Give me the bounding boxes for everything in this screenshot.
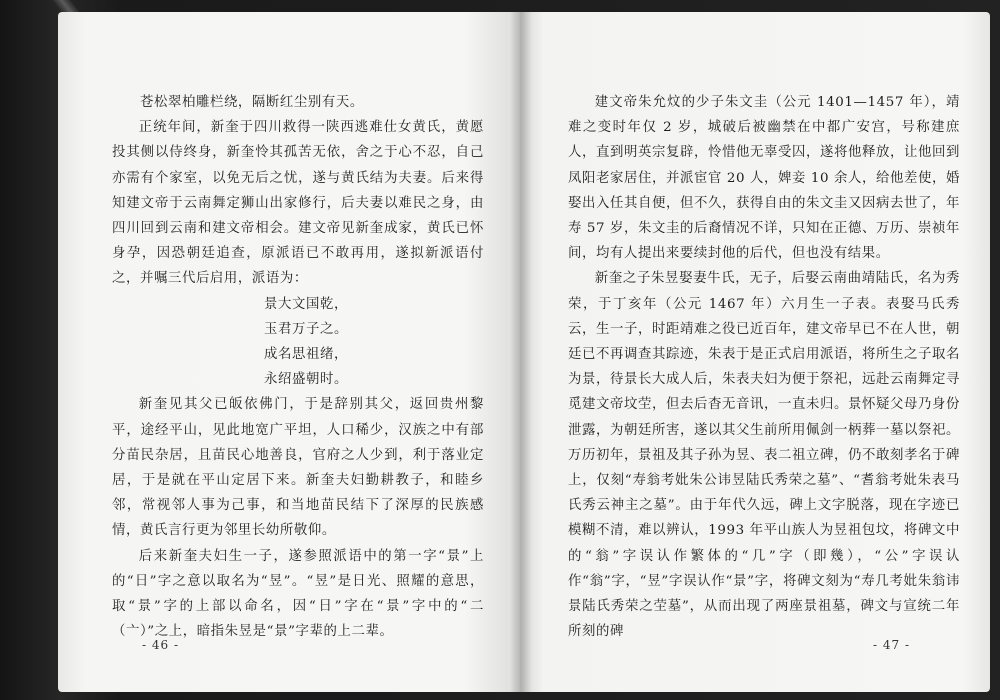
paragraph: 新奎见其父已皈依佛门，于是辞别其父，返回贵州黎平，途经平山，见此地宽广平坦，人口稀少，汉族之中有部分苗民杂居，且苗民心地善良，官府之人少到，利于落业定居，于是就在平山定居下来。新奎夫妇勤耕教子，和睦乡邻，常视邻人事为己事，和当地苗民结下了深厚的民族感情，黄氏言行更为邻里长幼所敬仰。: [112, 397, 484, 539]
page-number: - 46 -: [142, 638, 180, 652]
open-book: [58, 12, 990, 692]
paragraph: 新奎之子朱昱娶妻牛氏，无子，后娶云南曲靖陆氏，名为秀荣，于丁亥年（公元 1467 年）六月生一子表。表娶马氏秀云，生一子，时距靖难之役已近百年，建文帝早已不在人世，朝廷已不再调查其踪迹，朱表于是正式启用派语，将所生之子取名为景，待景长大成人后，朱表夫妇为便于祭祀，远赴云南舞定寻觅建文帝坟茔，但去后杳无音讯，一直未归。景怀疑父母乃身份泄露，为朝廷所害，遂以其父生前所用佩剑一柄葬一墓以祭祀。万历初年，景祖及其子孙为昱、表二祖立碑，仍不敢刻孝名于碑上，仅刻“寿翁考妣朱公讳昱陆氏秀荣之墓”、“耆翁考妣朱表马氏秀云神主之墓”。由于年代久远，碑上文字脱落，现在字迹已模糊不清，难以辨认，1993 年平山族人为昱祖包坟，将碑文中的“翁”字误认作繁体的“几”字（即幾），“公”字误认作“翁”字，“昱”字误认作“景”字，将碑文刻为“寿几考妣朱翁讳景陆氏秀荣之茔墓”，从而出现了两座景祖墓，碑文与宣统二年所刻的碑: [568, 271, 960, 640]
poem-line: 成名思祖绪，: [264, 347, 348, 363]
paragraph: 苍松翠柏雕栏绕，隔断红尘别有天。: [140, 95, 364, 110]
book-gutter: [510, 12, 532, 692]
paragraph: 后来新奎夫妇生一子，遂参照派语中的第一字“景”上的“日”字之意以取名为“昱”。“昱”是日光、照耀的意思，取“景”字的上部以命名，因“日”字在“景”字中的“二（亠）”之上，暗指朱昱是“景”字辈的上二辈。: [112, 548, 484, 640]
right-page: [520, 12, 990, 692]
page-number: - 47 -: [872, 638, 910, 652]
right-page-text: [568, 90, 960, 644]
paragraph: 正统年间，新奎于四川救得一陕西逃难仕女黄氏，黄愿投其侧以侍终身，新奎怜其孤苦无依，舍之于心不忍，自己亦需有个家室，以免无后之忧，遂与黄氏结为夫妻。后来得知建文帝于云南舞定狮山出家修行，后夫妻以难民之身，由四川回到云南和建文帝相会。建文帝见新奎成家，黄氏已怀身孕，因恐朝廷追查，原派语已不敢再用，遂拟新派语付之，并嘱三代后启用，派语为：: [112, 120, 484, 287]
poem-line: 永绍盛朝时。: [264, 372, 348, 388]
left-page: [58, 12, 520, 692]
poem-line: 玉君万子之。: [264, 321, 348, 337]
poem-line: 景大文国乾，: [264, 296, 348, 312]
paragraph: 建文帝朱允炆的少子朱文圭（公元 1401—1457 年），靖难之变时年仅 2 岁，城破后被幽禁在中都广安宫，号称建庶人，直到明英宗复辟，怜惜他无辜受囚，遂将他释放，让他回到凤阳老家居住，并派宦官 20 人，婢妾 10 余人，给他差使，婚娶出入任其自便，但不久，获得自由的朱文圭又因病去世了，年寿 57 岁，朱文圭的后裔情况不详，只知在正德、万历、崇祯年间，均有人提出来要续封他的后代，但也没有结果。: [568, 95, 960, 262]
left-page-text: [112, 90, 484, 644]
